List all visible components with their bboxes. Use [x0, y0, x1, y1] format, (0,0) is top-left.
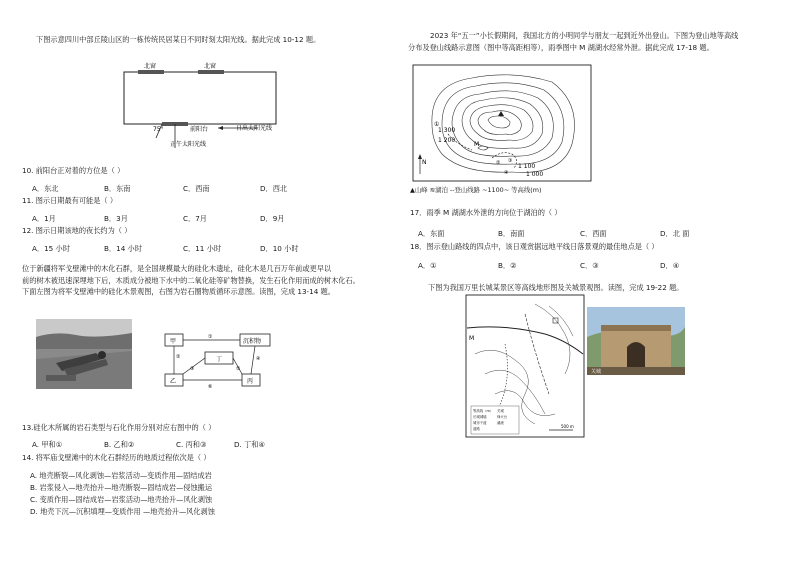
- terrace-label: 前阳台: [190, 126, 209, 133]
- q17-option-a[interactable]: A．东面: [418, 229, 445, 238]
- label-n5: ⑤: [236, 366, 241, 372]
- lake-m-label: M: [474, 141, 480, 148]
- q13-option-a[interactable]: A. 甲和①: [32, 440, 63, 449]
- label-jia: 甲: [170, 338, 177, 345]
- q10-stem: 10. 前阳台正对着的方位是（ ）: [22, 166, 125, 175]
- wall-m-label: M: [469, 335, 475, 342]
- noon-ray-label: 正午太阳光线: [170, 141, 207, 148]
- q13-option-c[interactable]: C. 丙和③: [176, 440, 207, 449]
- q18-option-d[interactable]: D．④: [660, 261, 680, 270]
- legend-contour: 等高线（m）: [473, 409, 494, 413]
- q17-option-d[interactable]: D．北 面: [660, 229, 690, 238]
- contour-map: [412, 64, 592, 182]
- intro-13-14-line-3: 下面左图为将军戈壁滩中的硅化木景观图，右图为岩石圈物质循环示意图。读图，完成 13-14 题。: [22, 287, 335, 296]
- label-bing: 丙: [247, 378, 254, 385]
- q11-option-c[interactable]: C．7月: [183, 214, 207, 223]
- q14-option-b[interactable]: B. 岩浆侵入—地壳抬升—地壳断裂—固结成岩—侵蚀搬运: [30, 483, 213, 492]
- north-window-2-label: 北窗: [204, 63, 217, 70]
- intro-13-14-line-1: 位于新疆将军戈壁滩中的木化石群，是全国规模最大的硅化木遗址，硅化木是几百万年前或更早以: [22, 264, 332, 273]
- photo-label: 关城: [591, 369, 602, 375]
- q12-option-b[interactable]: B．14 小时: [104, 244, 142, 253]
- contour-label-1200: 1 200: [438, 137, 456, 144]
- intro-19-22: 下图为我国万里长城某景区等高线地形图及关城景观图。读图，完成 19-22 题。: [428, 283, 684, 292]
- q11-option-a[interactable]: A．1月: [32, 214, 56, 223]
- legend-beacon: 烽火台: [497, 415, 508, 419]
- q17-option-c[interactable]: C．西面: [580, 229, 607, 238]
- label-n4: ④: [256, 356, 261, 362]
- q10-option-a[interactable]: A．东北: [32, 184, 59, 193]
- legend-wall: 长城城墙: [473, 415, 487, 419]
- q12-option-a[interactable]: A．15 小时: [32, 244, 70, 253]
- q14-option-a[interactable]: A. 地壳断裂—风化剥蚀—岩浆活动—变质作用—固结成岩: [30, 471, 212, 480]
- intro-17-18: [408, 30, 788, 53]
- q18-option-b[interactable]: B．②: [498, 261, 517, 270]
- q18-option-a[interactable]: A．①: [418, 261, 437, 270]
- label-ding: 丁: [216, 356, 223, 363]
- q14-stem: 14. 将军庙戈壁滩中的木化石群经历的地质过程依次是（ ）: [22, 453, 211, 462]
- q17-option-b[interactable]: B．南面: [498, 229, 525, 238]
- legend-pass: 关城: [497, 409, 504, 413]
- point-3: ③: [508, 158, 513, 164]
- intro-10-12: 下图示意四川中部丘陵山区的一栋传统民居某日不同时刻太阳光线。据此完成 10-12 题。: [36, 35, 321, 44]
- angle-label: 75°: [153, 126, 164, 133]
- label-n2: ②: [176, 354, 181, 360]
- q13-stem: 13.硅化木所属的岩石类型与石化作用分别对应右图中的（ ）: [22, 423, 216, 432]
- q11-option-b[interactable]: B．3月: [104, 214, 128, 223]
- intro-13-14-line-2: 前的树木被迅速深埋地下后，木质成分被地下水中的二氧化硅等矿物替换，发生石化作用而成的树木化石。: [22, 275, 360, 285]
- label-n1: ①: [208, 334, 213, 340]
- north-window-1: [138, 70, 164, 74]
- intro-13-14: [22, 263, 392, 298]
- house-sunlight-diagram: [118, 58, 308, 153]
- q11-stem: 11. 图示日期最有可能是（ ）: [22, 196, 118, 205]
- intro-17-18-line-1: 2023 年“五一”小长假期间，我国北方的小明同学与朋友一起到近外出登山。下图为登山地等高线: [430, 31, 739, 40]
- q13-option-d[interactable]: D. 丁和④: [234, 440, 265, 449]
- legend-road: 道路: [473, 427, 480, 431]
- q10-option-d[interactable]: D．西北: [260, 184, 288, 193]
- q12-stem: 12. 图示日期该地的夜长约为（ ）: [22, 226, 132, 235]
- contour-map-frame: [413, 65, 591, 181]
- great-wall-contour-map: [465, 294, 585, 438]
- pass-gate-photo: [587, 307, 685, 375]
- q14-option-d[interactable]: D. 地壳下沉—沉积填埋—变质作用 —地壳抬升—风化剥蚀: [30, 507, 215, 516]
- label-yi: 乙: [170, 378, 177, 385]
- legend-stream: 溪流: [497, 421, 504, 425]
- sunrise-ray-label: 日出太阳光线: [236, 125, 273, 132]
- contour-legend: ▲山峰 ≋湖泊 --登山线路 ~1100~ 等高线(m): [410, 186, 542, 194]
- north-window-2: [198, 70, 224, 74]
- label-n6: ⑥: [208, 384, 213, 390]
- north-window-1-label: 北窗: [144, 63, 157, 70]
- legend-main-road: 城市干道: [473, 421, 487, 425]
- q10-option-b[interactable]: B．东南: [104, 184, 131, 193]
- q13-option-b[interactable]: B. 乙和②: [104, 440, 135, 449]
- intro-17-18-line-2: 分布及登山线路示意图（图中等高距相等），雨季图中 M 湖湖水经常外泄。据此完成 17-18 题。: [408, 42, 714, 52]
- q14-option-c[interactable]: C. 变质作用—固结成岩—岩浆活动—地壳抬升—风化剥蚀: [30, 495, 213, 504]
- label-n3: ③: [190, 366, 195, 372]
- q12-option-d[interactable]: D．10 小时: [260, 244, 299, 253]
- contour-label-1000: 1 000: [526, 171, 544, 178]
- q18-option-c[interactable]: C．③: [580, 261, 599, 270]
- scale-label: 500 m: [561, 424, 574, 429]
- q11-option-d[interactable]: D．9月: [260, 214, 285, 223]
- q12-option-c[interactable]: C．11 小时: [183, 244, 222, 253]
- north-label: N: [422, 159, 427, 166]
- contour-label-1300: 1 300: [438, 127, 456, 134]
- q10-option-c[interactable]: C．西南: [183, 184, 210, 193]
- q18-stem: 18．图示登山路线的四点中，该日观赏据远地平线日落景观的最佳地点是（ ）: [410, 242, 659, 251]
- petrified-wood-photo: [36, 319, 132, 389]
- point-1: ①: [434, 121, 440, 128]
- house-outline: [124, 72, 276, 124]
- point-2: ②: [496, 160, 501, 166]
- point-4: ④: [504, 170, 509, 176]
- rock-cycle-diagram: [160, 330, 280, 392]
- contour-label-1100: 1 100: [518, 163, 536, 170]
- q17-stem: 17．雨季 M 湖湖水外泄的方向位于湖泊的（ ）: [410, 208, 562, 217]
- label-sediment: 沉积物: [243, 338, 262, 345]
